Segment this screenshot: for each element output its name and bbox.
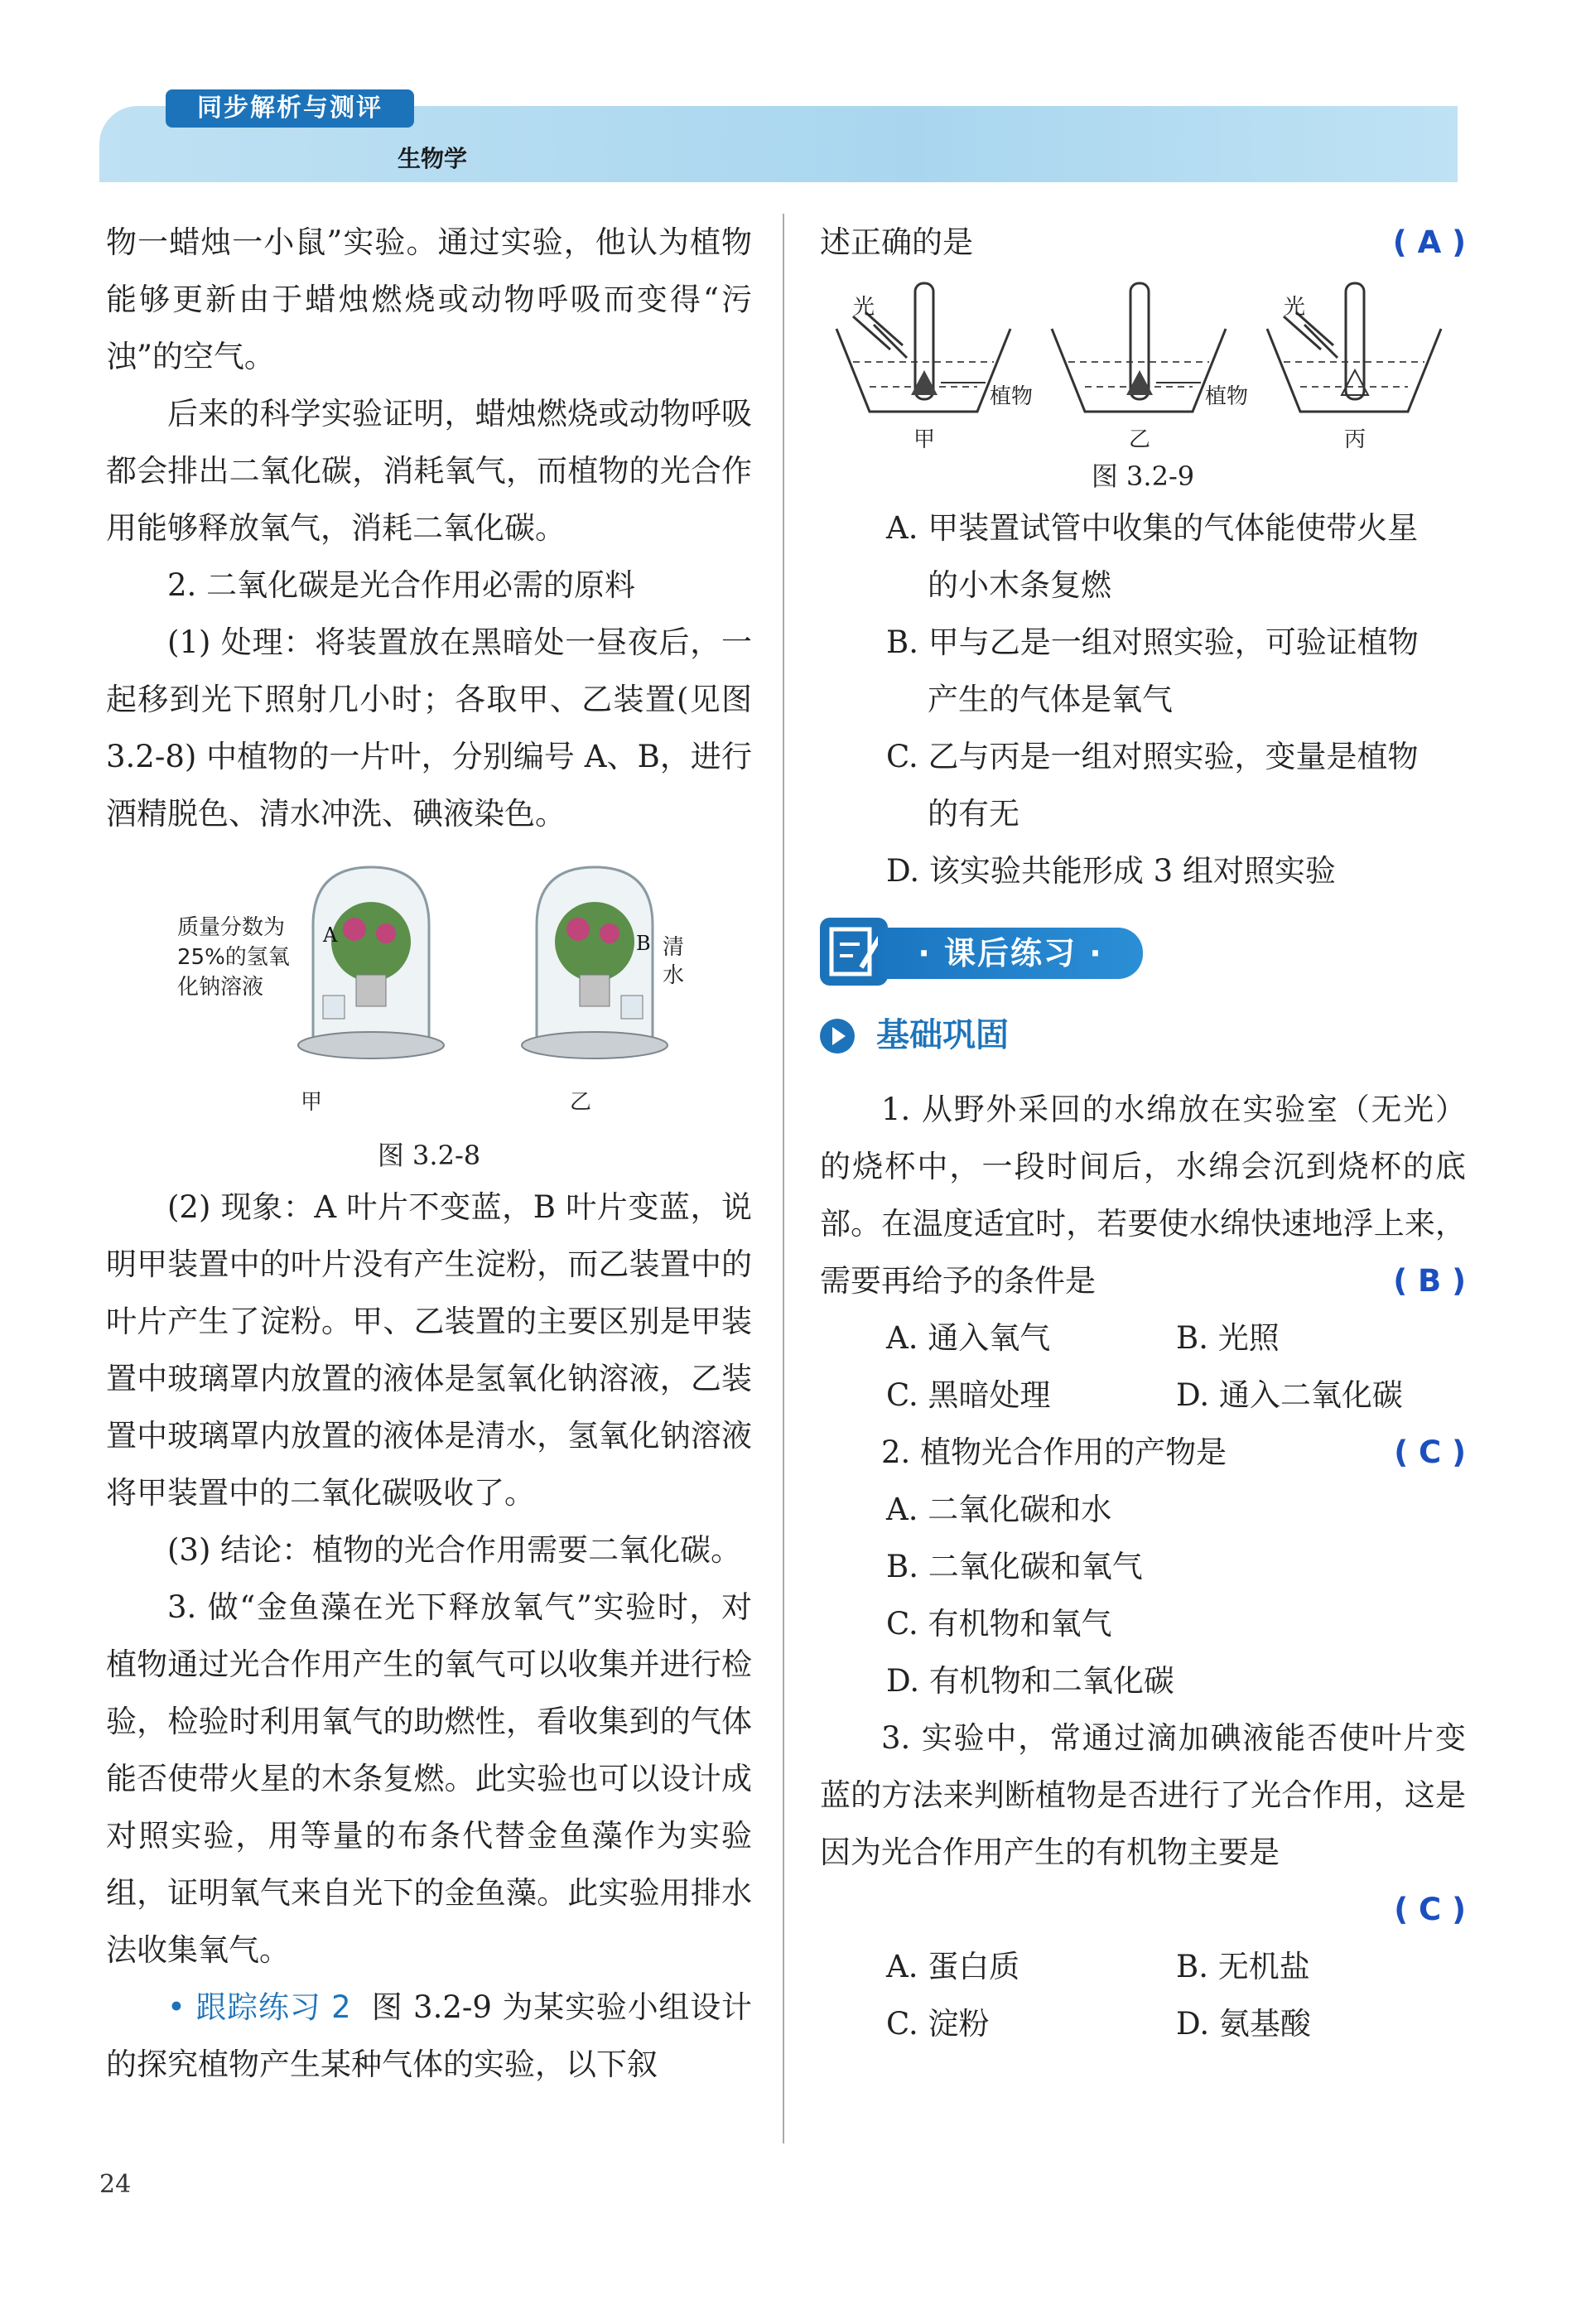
question-line <box>820 214 1466 271</box>
subhead <box>820 1007 1466 1064</box>
figure-3-2-8 <box>106 851 752 1124</box>
header-tab: 同步解析与测评 <box>166 89 414 128</box>
question-1-text: 1. 从野外采回的水绵放在实验室（无光）的烧杯中，一段时间后，水绵会沉到烧杯的底部。在温度适宜时，若要使水绵快速地浮上来，需要再给予的条件是 <box>820 1092 1466 1299</box>
option-c: C. 乙与丙是一组对照实验，变量是植物 <box>886 739 1419 774</box>
subhead-label: 基础巩固 <box>876 1016 1009 1054</box>
option: A. 通入氧气 <box>886 1320 1051 1356</box>
paragraph: 2. 二氧化碳是光合作用必需的原料 <box>167 567 636 603</box>
option-a: A. 甲装置试管中收集的气体能使带火星 <box>886 510 1419 546</box>
option: A. 蛋白质 <box>886 1949 1020 1984</box>
plant-label: 植物 <box>1205 384 1249 409</box>
option: D. 氨基酸 <box>1176 2006 1311 2042</box>
question-text: 述正确的是 <box>820 224 973 260</box>
jia-label: 甲 <box>301 1090 323 1115</box>
paragraph: (2) 现象：A 叶片不变蓝，B 叶片变蓝，说明甲装置中的叶片没有产生淀粉，而乙装置中的叶片产生了淀粉。甲、乙装置的主要区别是甲装置中玻璃罩内放置的液体是氢氧化钠溶液，乙装置中玻璃罩内放置的液体是清水，氢氧化钠溶液将甲装置中的二氧化碳吸收了。 <box>106 1189 752 1511</box>
options-row <box>820 1938 1466 1995</box>
question-2 <box>820 1424 1466 1481</box>
light-label: 光 <box>853 295 875 320</box>
option: A. 二氧化碳和水 <box>886 1492 1112 1527</box>
option: B. 二氧化碳和氧气 <box>886 1549 1143 1584</box>
figure-3-2-9 <box>820 279 1466 452</box>
option: D. 有机物和二氧化碳 <box>886 1663 1174 1699</box>
yi-label: 乙 <box>570 1090 592 1115</box>
paragraph: 后来的科学实验证明，蜡烛燃烧或动物呼吸都会排出二氧化碳，消耗氧气，而植物的光合作用能够释放氧气，消耗二氧化碳。 <box>106 396 752 546</box>
option-a-cont: 的小木条复燃 <box>928 567 1111 603</box>
question-1 <box>820 1081 1466 1309</box>
leaf-b-label: B <box>636 932 651 955</box>
light-label: 光 <box>1284 295 1306 320</box>
answer-mark: ( C ) <box>1394 1434 1466 1470</box>
right-column <box>820 214 1466 2052</box>
solution-label: 质量分数为25%的氢氧化钠溶液 <box>177 915 290 1000</box>
option: C. 黑暗处理 <box>886 1377 1051 1413</box>
header-subject: 生物学 <box>398 145 468 172</box>
answer-line <box>820 1881 1466 1938</box>
option: B. 光照 <box>1176 1320 1280 1356</box>
options-row <box>820 1367 1466 1424</box>
options-row <box>820 1995 1466 2052</box>
option: D. 通入二氧化碳 <box>1176 1377 1403 1413</box>
figure-caption: 图 3.2-9 <box>1091 460 1195 492</box>
paragraph: (3) 结论：植物的光合作用需要二氧化碳。 <box>167 1532 742 1568</box>
option-c-cont: 的有无 <box>928 796 1019 832</box>
option: B. 无机盐 <box>1176 1949 1310 1984</box>
section-title: · 课后练习 · <box>878 928 1143 979</box>
paragraph <box>106 1979 752 2093</box>
water-label: 清水 <box>663 935 685 988</box>
paragraph: 物一蜡烛一小鼠”实验。通过实验，他认为植物能够更新由于蜡烛燃烧或动物呼吸而变得“污浊”的空气。 <box>106 224 752 374</box>
question-2-text: 2. 植物光合作用的产物是 <box>881 1434 1227 1470</box>
track-practice-text: 图 3.2-9 为某实验小组设计的探究植物产生某种气体的实验，以下叙 <box>106 1989 752 2082</box>
answer-mark: ( A ) <box>1392 224 1466 260</box>
left-column <box>106 214 752 2093</box>
option: C. 有机物和氧气 <box>886 1606 1112 1642</box>
question-3: 3. 实验中，常通过滴加碘液能否使叶片变蓝的方法来判断植物是否进行了光合作用，这是因为光合作用产生的有机物主要是 <box>820 1720 1466 1870</box>
options-row <box>820 1309 1466 1367</box>
answer-mark: ( B ) <box>1393 1263 1466 1299</box>
answer-mark: ( C ) <box>1394 1892 1466 1927</box>
plant-label: 植物 <box>990 384 1034 409</box>
leaf-a-label: A <box>323 923 338 947</box>
section-banner <box>820 916 1466 991</box>
jia-label: 甲 <box>913 427 936 452</box>
column-divider <box>783 214 784 2143</box>
option-d: D. 该实验共能形成 3 组对照实验 <box>886 853 1336 889</box>
yi-label: 乙 <box>1129 427 1151 452</box>
option: C. 淀粉 <box>886 2006 990 2042</box>
play-icon <box>820 1019 855 1054</box>
paragraph: 3. 做“金鱼藻在光下释放氧气”实验时，对植物通过光合作用产生的氧气可以收集并进行检验，检验时利用氧气的助燃性，看收集到的气体能否使带火星的木条复燃。此实验也可以设计成对照实验，用等量的布条代替金鱼藻作为实验组，证明氧气来自光下的金鱼藻。此实验用排水法收集氧气。 <box>106 1589 752 1968</box>
paragraph: (1) 处理：将装置放在黑暗处一昼夜后，一起移到光下照射几小时；各取甲、乙装置(见图 3.2-8) 中植物的一片叶，分别编号 A、B，进行酒精脱色、清水冲洗、碘液染色。 <box>106 624 752 832</box>
option-b-cont: 产生的气体是氧气 <box>928 682 1173 717</box>
track-practice-label: • 跟踪练习 2 <box>167 1989 351 2025</box>
option-b: B. 甲与乙是一组对照实验，可验证植物 <box>886 624 1419 660</box>
figure-caption: 图 3.2-8 <box>377 1140 481 1171</box>
bing-label: 丙 <box>1344 427 1367 452</box>
page-number: 24 <box>99 2170 132 2199</box>
